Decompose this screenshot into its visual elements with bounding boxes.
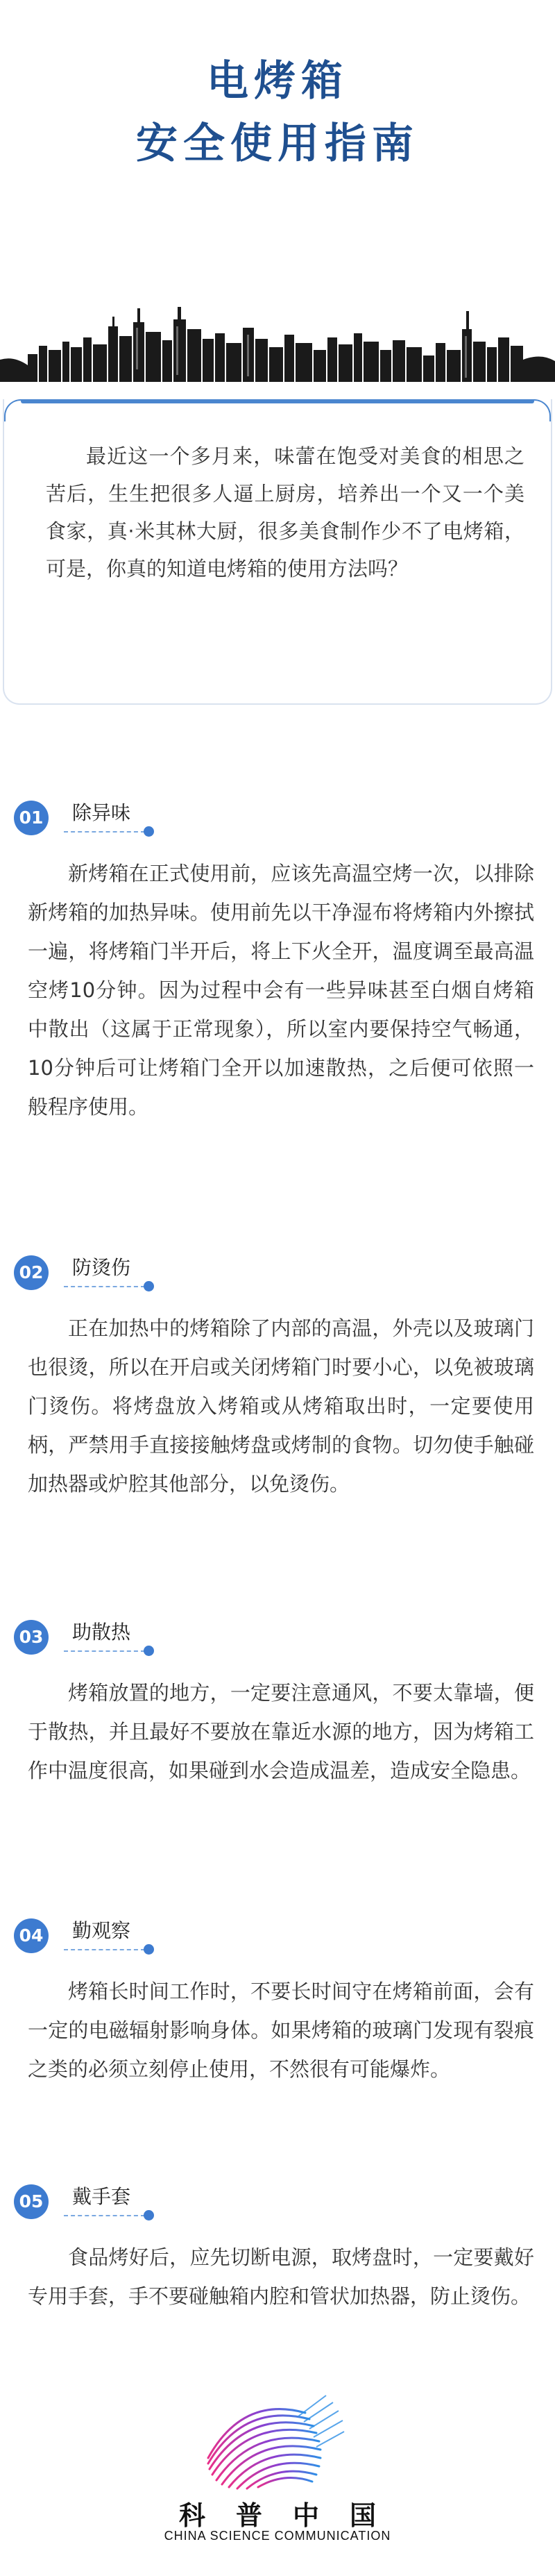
section-title: 除异味 [72, 801, 131, 824]
section-number-badge: 03 [14, 1620, 49, 1655]
intro-card-accent-bar [21, 399, 534, 403]
section-body: 食品烤好后，应先切断电源，取烤盘时，一定要戴好专用手套，手不要碰触箱内腔和管状加热器，防止烫伤。 [28, 2245, 534, 2308]
section-title-underline [64, 1650, 145, 1652]
section-title-underline [64, 1286, 145, 1287]
section-5 [0, 2179, 555, 2308]
section-title: 助散热 [72, 1621, 131, 1644]
intro-card [3, 399, 552, 705]
section-title: 勤观察 [72, 1919, 131, 1942]
section-title-dot [144, 2210, 154, 2220]
title-line-1: 电烤箱 [207, 57, 348, 106]
section-title-dot [144, 1281, 154, 1291]
logo-chinese-text: 科普中国 [178, 2500, 407, 2531]
section-header [0, 1614, 555, 1656]
section-title-underline [64, 1949, 145, 1950]
title-line-2: 安全使用指南 [136, 119, 419, 168]
section-header [0, 2179, 555, 2220]
section-body: 烤箱长时间工作时，不要长时间守在烤箱前面，会有一定的电磁辐射影响身体。如果烤箱的玻璃门发现有裂痕之类的必须立刻停止使用，不然很有可能爆炸。 [28, 1980, 534, 2081]
section-4 [0, 1913, 555, 2081]
section-number-badge: 01 [14, 801, 49, 835]
section-1 [0, 795, 555, 1119]
section-title-dot [144, 1646, 154, 1656]
section-number-badge: 05 [14, 2184, 49, 2219]
page-title [0, 50, 555, 175]
city-skyline-illustration [0, 278, 555, 382]
section-title-dot [144, 826, 154, 837]
section-2 [0, 1250, 555, 1496]
section-header [0, 1913, 555, 1955]
section-body: 正在加热中的烤箱除了内部的高温，外壳以及玻璃门也很烫，所以在开启或关闭烤箱门时要小心，以免被玻璃门烫伤。将烤盘放入烤箱或从烤箱取出时，一定要使用柄，严禁用手直接接触烤盘或烤制的食物。切勿使手触碰加热器或炉腔其他部分，以免烫伤。 [28, 1316, 534, 1496]
section-number-badge: 02 [14, 1255, 49, 1290]
section-title: 戴手套 [72, 2185, 131, 2208]
section-title-underline [64, 2215, 145, 2216]
section-3 [0, 1614, 555, 1782]
section-title-underline [64, 831, 145, 833]
section-body: 新烤箱在正式使用前，应该先高温空烤一次，以排除新烤箱的加热异味。使用前先以干净湿布将烤箱内外擦拭一遍，将烤箱门半开后，将上下火全开，温度调至最高温空烤10分钟。因为过程中会有一些异味甚至白烟自烤箱中散出（这属于正常现象），所以室内要保持空气畅通，10分钟后可让烤箱门全开以加速散热，之后便可依照一般程序使用。 [28, 862, 534, 1119]
section-number-badge: 04 [14, 1918, 49, 1953]
section-body: 烤箱放置的地方，一定要注意通风，不要太靠墙，便于散热，并且最好不要放在靠近水源的地方，因为烤箱工作中温度很高，如果碰到水会造成温差，造成安全隐患。 [28, 1681, 534, 1782]
section-title-dot [144, 1944, 154, 1955]
logo-english-text: CHINA SCIENCE COMMUNICATION [164, 2529, 391, 2543]
section-header [0, 1250, 555, 1291]
section-header [0, 795, 555, 837]
intro-paragraph: 最近这一个多月来，味蕾在饱受对美食的相思之苦后，生生把很多人逼上厨房，培养出一个又一个美食家，真·米其林大厨，很多美食制作少不了电烤箱，可是，你真的知道电烤箱的使用方法吗？ [46, 444, 524, 580]
section-title: 防烫伤 [72, 1256, 131, 1279]
